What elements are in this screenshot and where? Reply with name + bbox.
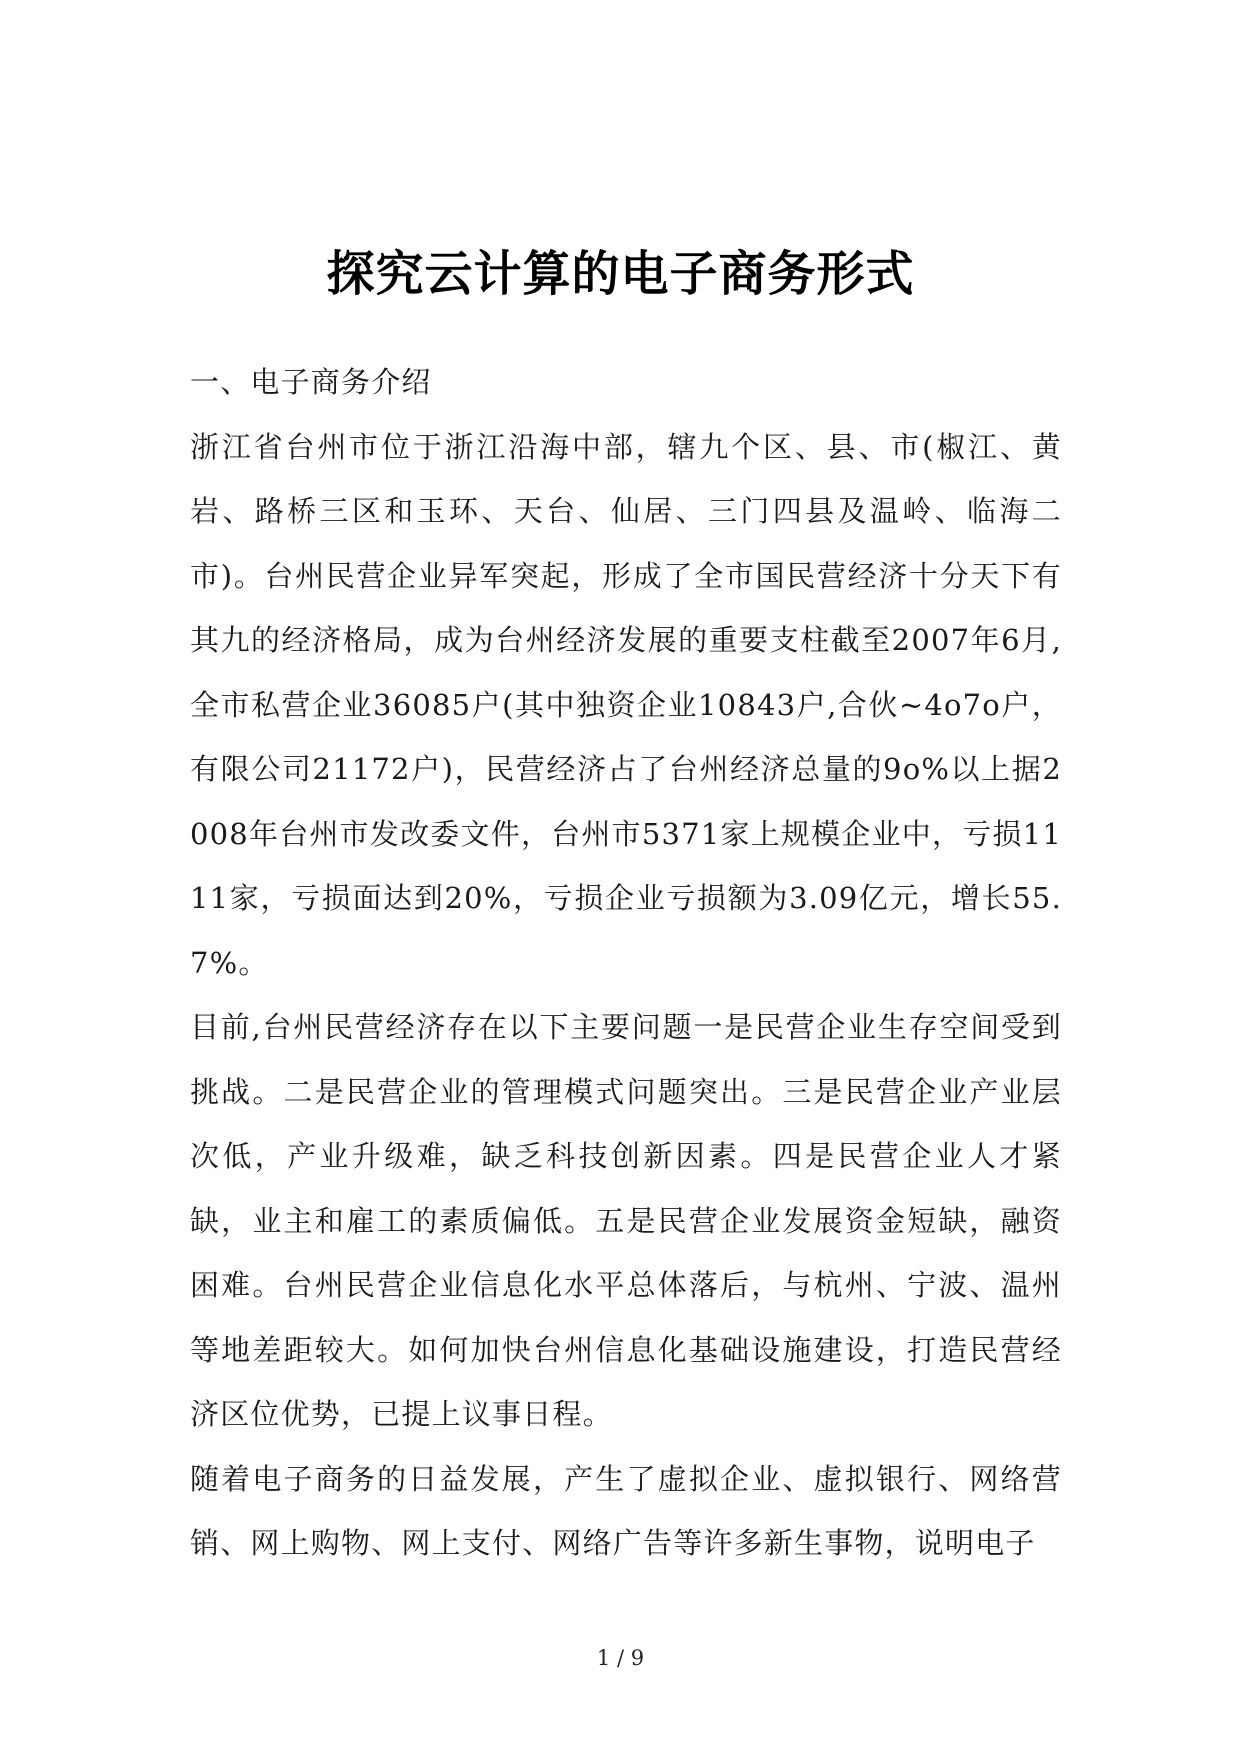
document-title: 探究云计算的电子商务形式 [326, 246, 915, 303]
page-number: 1 / 9 [596, 1646, 645, 1670]
paragraph-3: 随着电子商务的日益发展，产生了虚拟企业、虚拟银行、网络营销、网上购物、网上支付、网络广告等许多新生事物，说明电子 [190, 1461, 1062, 1560]
paragraph-2: 目前,台州民营经济存在以下主要问题一是民营企业生存空间受到挑战。二是民营企业的管理模式问题突出。三是民营企业产业层次低，产业升级难，缺乏科技创新因素。四是民营企业人才紧缺，业主和雇工的素质偏低。五是民营企业发展资金短缺，融资困难。台州民营企业信息化水平总体落后，与杭州、宁波、温州等地差距较大。如何加快台州信息化基础设施建设，打造民营经济区位优势，已提上议事日程。 [190, 1010, 1062, 1431]
section-heading: 一、电子商务介绍 [190, 365, 432, 399]
paragraph-1: 浙江省台州市位于浙江沿海中部，辖九个区、县、市(椒江、黄岩、路桥三区和玉环、天台、仙居、三门四县及温岭、临海二市)。台州民营企业异军突起，形成了全市国民营经济十分天下有其九的经济格局，成为台州经济发展的重要支柱截至2007年6月,全市私营企业36085户(其中独资企业10843户,合伙~4o7o户，有限公司21172户)，民营经济占了台州经济总量的9o%以上据2008年台州市发改委文件，台州市5371家上规模企业中，亏损1111家，亏损面达到20%，亏损企业亏损额为3.09亿元，增长55.7%。 [190, 429, 1062, 980]
document-body [190, 350, 1062, 1576]
